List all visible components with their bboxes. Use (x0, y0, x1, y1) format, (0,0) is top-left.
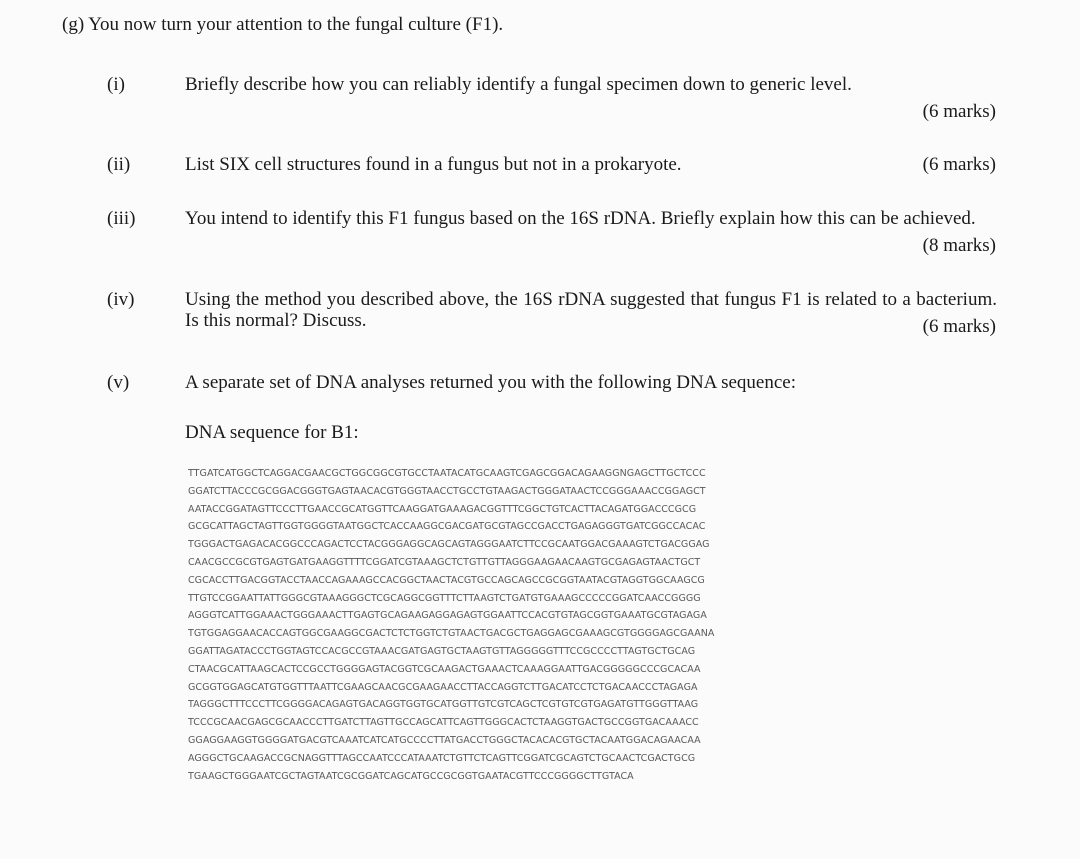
dna-sequence-block (188, 465, 988, 785)
dna-sequence-line: GCGCATTAGCTAGTTGGTGGGGTAATGGCTCACCAAGGCGACGATGCGTAGCCGACCTGAGAGGGTGATCGGCCACAC (188, 521, 706, 533)
dna-sequence-line: GGAGGAAGGTGGGGATGACGTCAAATCATCATGCCCCTTATGACCTGGGCTACACACGTGCTACAATGGACAGAACAA (188, 734, 701, 746)
dna-sequence-line: AGGGCTGCAAGACCGCNAGGTTTAGCCAATCCCATAAATCTGTTCTCAGTTCGGATCGCAGTCTGCAACTCGACTGCG (188, 752, 696, 764)
dna-sequence-line: TGGGACTGAGACACGGCCCAGACTCCTACGGGAGGCAGCAGTAGGGAATCTTCCGCAATGGACGAAAGTCTGACGGAG (188, 539, 710, 551)
dna-sequence-line: TTGATCATGGCTCAGGACGAACGCTGGCGGCGTGCCTAATACATGCAAGTCGAGCGGACAGAAGGNGAGCTTGCTCCC (188, 468, 706, 479)
question-text: Using the method you described above, the 16S rDNA suggested that fungus F1 is related to a bacterium. Is this normal? Discuss. (185, 289, 997, 331)
question-marks: (6 marks) (922, 101, 996, 122)
question-marks: (6 marks) (922, 316, 996, 337)
question-marks: (8 marks) (922, 235, 996, 256)
dna-sequence-line: AGGGTCATTGGAAACTGGGAAACTTGAGTGCAGAAGAGGAGAGTGGAATTCCACGTGTAGCGGTGAAATGCGTAGAGA (188, 610, 707, 622)
question-text: You intend to identify this F1 fungus based on the 16S rDNA. Briefly explain how this can be achieved. (185, 208, 976, 229)
question-text: A separate set of DNA analyses returned you with the following DNA sequence: (185, 372, 797, 393)
dna-sequence-heading: DNA sequence for B1: (185, 422, 359, 443)
question-text: Briefly describe how you can reliably identify a fungal specimen down to generic level. (185, 74, 852, 95)
dna-sequence-line: TAGGGCTTTCCCTTCGGGGACAGAGTGACAGGTGGTGCATGGTTGTCGTCAGCTCGTGTCGTGAGATGTTGGGTTAAG (188, 699, 699, 711)
question-text: List SIX cell structures found in a fungus but not in a prokaryote. (185, 154, 682, 175)
dna-sequence-line: GCGGTGGAGCATGTGGTTTAATTCGAAGCAACGCGAAGAACCTTACCAGGTCTTGACATCCTCTGACAACCCTAGAGA (188, 681, 698, 693)
dna-sequence-line: TTGTCCGGAATTATTGGGCGTAAAGGGCTCGCAGGCGGTTTCTTAAGTCTGATGTGAAAGCCCCCGGATCAACCGGGG (188, 592, 701, 604)
question-marks: (6 marks) (922, 154, 996, 175)
dna-sequence-line: CAACGCCGCGTGAGTGATGAAGGTTTTCGGATCGTAAAGCTCTGTTGTTAGGGAAGAACAAGTGCGAGAGTAACTGCT (188, 556, 701, 568)
dna-sequence-line: AATACCGGATAGTTCCCTTGAACCGCATGGTTCAAGGATGAAAGACGGTTTCGGCTGTCACTTACAGATGGACCCGCG (188, 503, 697, 515)
dna-sequence-line: TGAAGCTGGGAATCGCTAGTAATCGCGGATCAGCATGCCGCGGTGAATACGTTCCCGGGGCTTGTACA (188, 770, 634, 782)
dna-sequence-line: GGATCTTACCCGCGGACGGGTGAGTAACACGTGGGTAACCTGCCTGTAAGACTGGGATAACTCCGGGAAACCGGAGCT (188, 485, 706, 497)
dna-sequence-line: CGCACCTTGACGGTACCTAACCAGAAAGCCACGGCTAACTACGTGCCAGCAGCCGCGGTAATACGTAGGTGGCAAGCG (188, 574, 705, 586)
question-number: (ii) (107, 154, 131, 175)
question-number: (v) (107, 372, 130, 393)
dna-sequence-line: CTAACGCATTAAGCACTCCGCCTGGGGAGTACGGTCGCAAGACTGAAACTCAAAGGAATTGACGGGGGCCCGCACAA (188, 663, 701, 675)
question-number: (iii) (107, 208, 136, 229)
dna-sequence-line: TGTGGAGGAACACCAGTGGCGAAGGCGACTCTCTGGTCTGTAACTGACGCTGAGGAGCGAAAGCGTGGGGAGCGAANA (188, 628, 715, 640)
dna-sequence-line: TCCCGCAACGAGCGCAACCCTTGATCTTAGTTGCCAGCATTCAGTTGGGCACTCTAAGGTGACTGCCGGTGACAAACC (188, 717, 699, 729)
question-number: (i) (107, 74, 125, 95)
dna-sequence-line: GGATTAGATACCCTGGTAGTCCACGCCGTAAACGATGAGTGCTAAGTGTTAGGGGGTTTCCGCCCCTTAGTGCTGCAG (188, 645, 696, 657)
section-intro: (g) You now turn your attention to the fungal culture (F1). (62, 14, 504, 35)
question-number: (iv) (107, 289, 135, 310)
